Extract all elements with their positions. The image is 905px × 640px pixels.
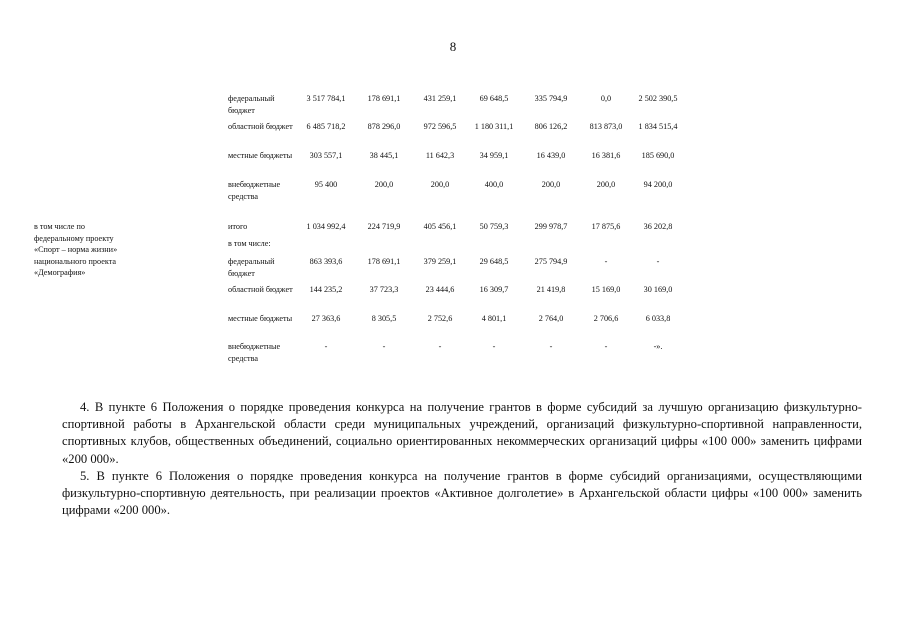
table-cell: - (604, 257, 608, 266)
row-label: федеральный бюджет (228, 94, 275, 115)
table-cell: 200,0 (541, 180, 561, 189)
program-label-line: в том числе по (34, 222, 85, 231)
table-cell: 38 445,1 (369, 151, 399, 160)
table-cell: 27 363,6 (311, 314, 341, 323)
table-cell: 972 596,5 (423, 122, 457, 131)
table-cell: 379 259,1 (423, 257, 457, 266)
table-cell: - (324, 342, 328, 351)
table-cell: 8 305,5 (371, 314, 397, 323)
row-label: местные бюджеты (228, 314, 293, 323)
table-cell: 878 296,0 (367, 122, 401, 131)
table-cell: 6 033,8 (645, 314, 671, 323)
table-cell: 16 381,6 (591, 151, 621, 160)
program-label-line: «Демография» (34, 268, 86, 277)
table-cell: 11 642,3 (425, 151, 455, 160)
table-cell: 1 834 515,4 (638, 122, 678, 131)
table-cell: 23 444,6 (425, 285, 455, 294)
paragraph-item-4: 4. В пункте 6 Положения о порядке проведения конкурса на получение грантов в форме субсидий за лучшую организацию физкультурно-спортивной работы в Архангельской области среди муниципальных учреждений, организаций физкультурно-спортивной направленности, спортивных клубов, общественных объединений, социально ориентированных некоммерческих организаций цифры «100 000» заменить цифрами «200 000». (62, 400, 862, 466)
table-cell: 17 875,6 (591, 222, 621, 231)
row-label: внебюджетные средства (228, 180, 281, 201)
table-cell: 2 764,0 (538, 314, 564, 323)
table-cell: 405 456,1 (423, 222, 457, 231)
table-cell: 200,0 (430, 180, 450, 189)
row-label: итого (228, 222, 248, 231)
table-cell: 200,0 (596, 180, 616, 189)
table-cell: 16 439,0 (536, 151, 566, 160)
table-cell: 94 200,0 (643, 180, 673, 189)
table-cell: - (492, 342, 496, 351)
table-cell: 275 794,9 (534, 257, 568, 266)
table-cell: - (382, 342, 386, 351)
table-cell: - (549, 342, 553, 351)
table-cell: 21 419,8 (536, 285, 566, 294)
table-cell: 50 759,3 (479, 222, 509, 231)
table-cell: 30 169,0 (643, 285, 673, 294)
row-label: местные бюджеты (228, 151, 293, 160)
row-label: областной бюджет (228, 122, 293, 131)
table-cell: 4 801,1 (481, 314, 507, 323)
program-label (34, 221, 149, 279)
table-cell: 36 202,8 (643, 222, 673, 231)
table-cell: 95 400 (314, 180, 338, 189)
table-cell: 299 978,7 (534, 222, 568, 231)
table-cell: -». (653, 342, 663, 351)
table-cell: 37 723,3 (369, 285, 399, 294)
table-cell: 863 393,6 (309, 257, 343, 266)
table-cell: 144 235,2 (309, 285, 343, 294)
paragraph-item-5: 5. В пункте 6 Положения о порядке проведения конкурса на получение грантов в форме субсидий организациями, осуществляющими физкультурно-спортивную деятельность, при реализации проектов «Активное долголетие» в Архангельской области цифры «100 000» заменить цифрами «200 000». (62, 469, 862, 518)
table-cell: - (438, 342, 442, 351)
table-cell: 34 959,1 (479, 151, 509, 160)
table-cell: 813 873,0 (589, 122, 623, 131)
table-cell: 0,0 (600, 94, 612, 103)
table-cell: 16 309,7 (479, 285, 509, 294)
table-cell: 185 690,0 (641, 151, 675, 160)
table-cell: 3 517 784,1 (306, 94, 346, 103)
table-cell: 806 126,2 (534, 122, 568, 131)
program-label-line: федеральному проекту (34, 233, 114, 243)
program-label-line: национального проекта (34, 256, 117, 266)
table-cell: 2 502 390,5 (638, 94, 678, 103)
row-label: в том числе: (228, 239, 271, 248)
table-cell: 29 648,5 (479, 257, 509, 266)
table-cell: 1 034 992,4 (306, 222, 346, 231)
table-cell: - (656, 257, 660, 266)
table-cell: 6 485 718,2 (306, 122, 346, 131)
table-cell: 2 706,6 (593, 314, 619, 323)
table-cell: 335 794,9 (534, 94, 568, 103)
row-label: областной бюджет (228, 285, 293, 294)
table-cell: 178 691,1 (367, 94, 401, 103)
table-cell: 1 180 311,1 (474, 122, 514, 131)
table-cell: 400,0 (484, 180, 504, 189)
table-cell: 69 648,5 (479, 94, 509, 103)
table-cell: 431 259,1 (423, 94, 457, 103)
table-cell: 200,0 (374, 180, 394, 189)
row-label: федеральный бюджет (228, 257, 275, 278)
table-cell: 303 557,1 (309, 151, 343, 160)
table-cell: - (604, 342, 608, 351)
table-cell: 15 169,0 (591, 285, 621, 294)
program-label-line: «Спорт – норма жизни» (34, 245, 118, 254)
table-cell: 178 691,1 (367, 257, 401, 266)
row-label: внебюджетные средства (228, 342, 281, 363)
table-cell: 2 752,6 (427, 314, 453, 323)
table-cell: 224 719,9 (367, 222, 401, 231)
page-number: 8 (449, 39, 457, 54)
